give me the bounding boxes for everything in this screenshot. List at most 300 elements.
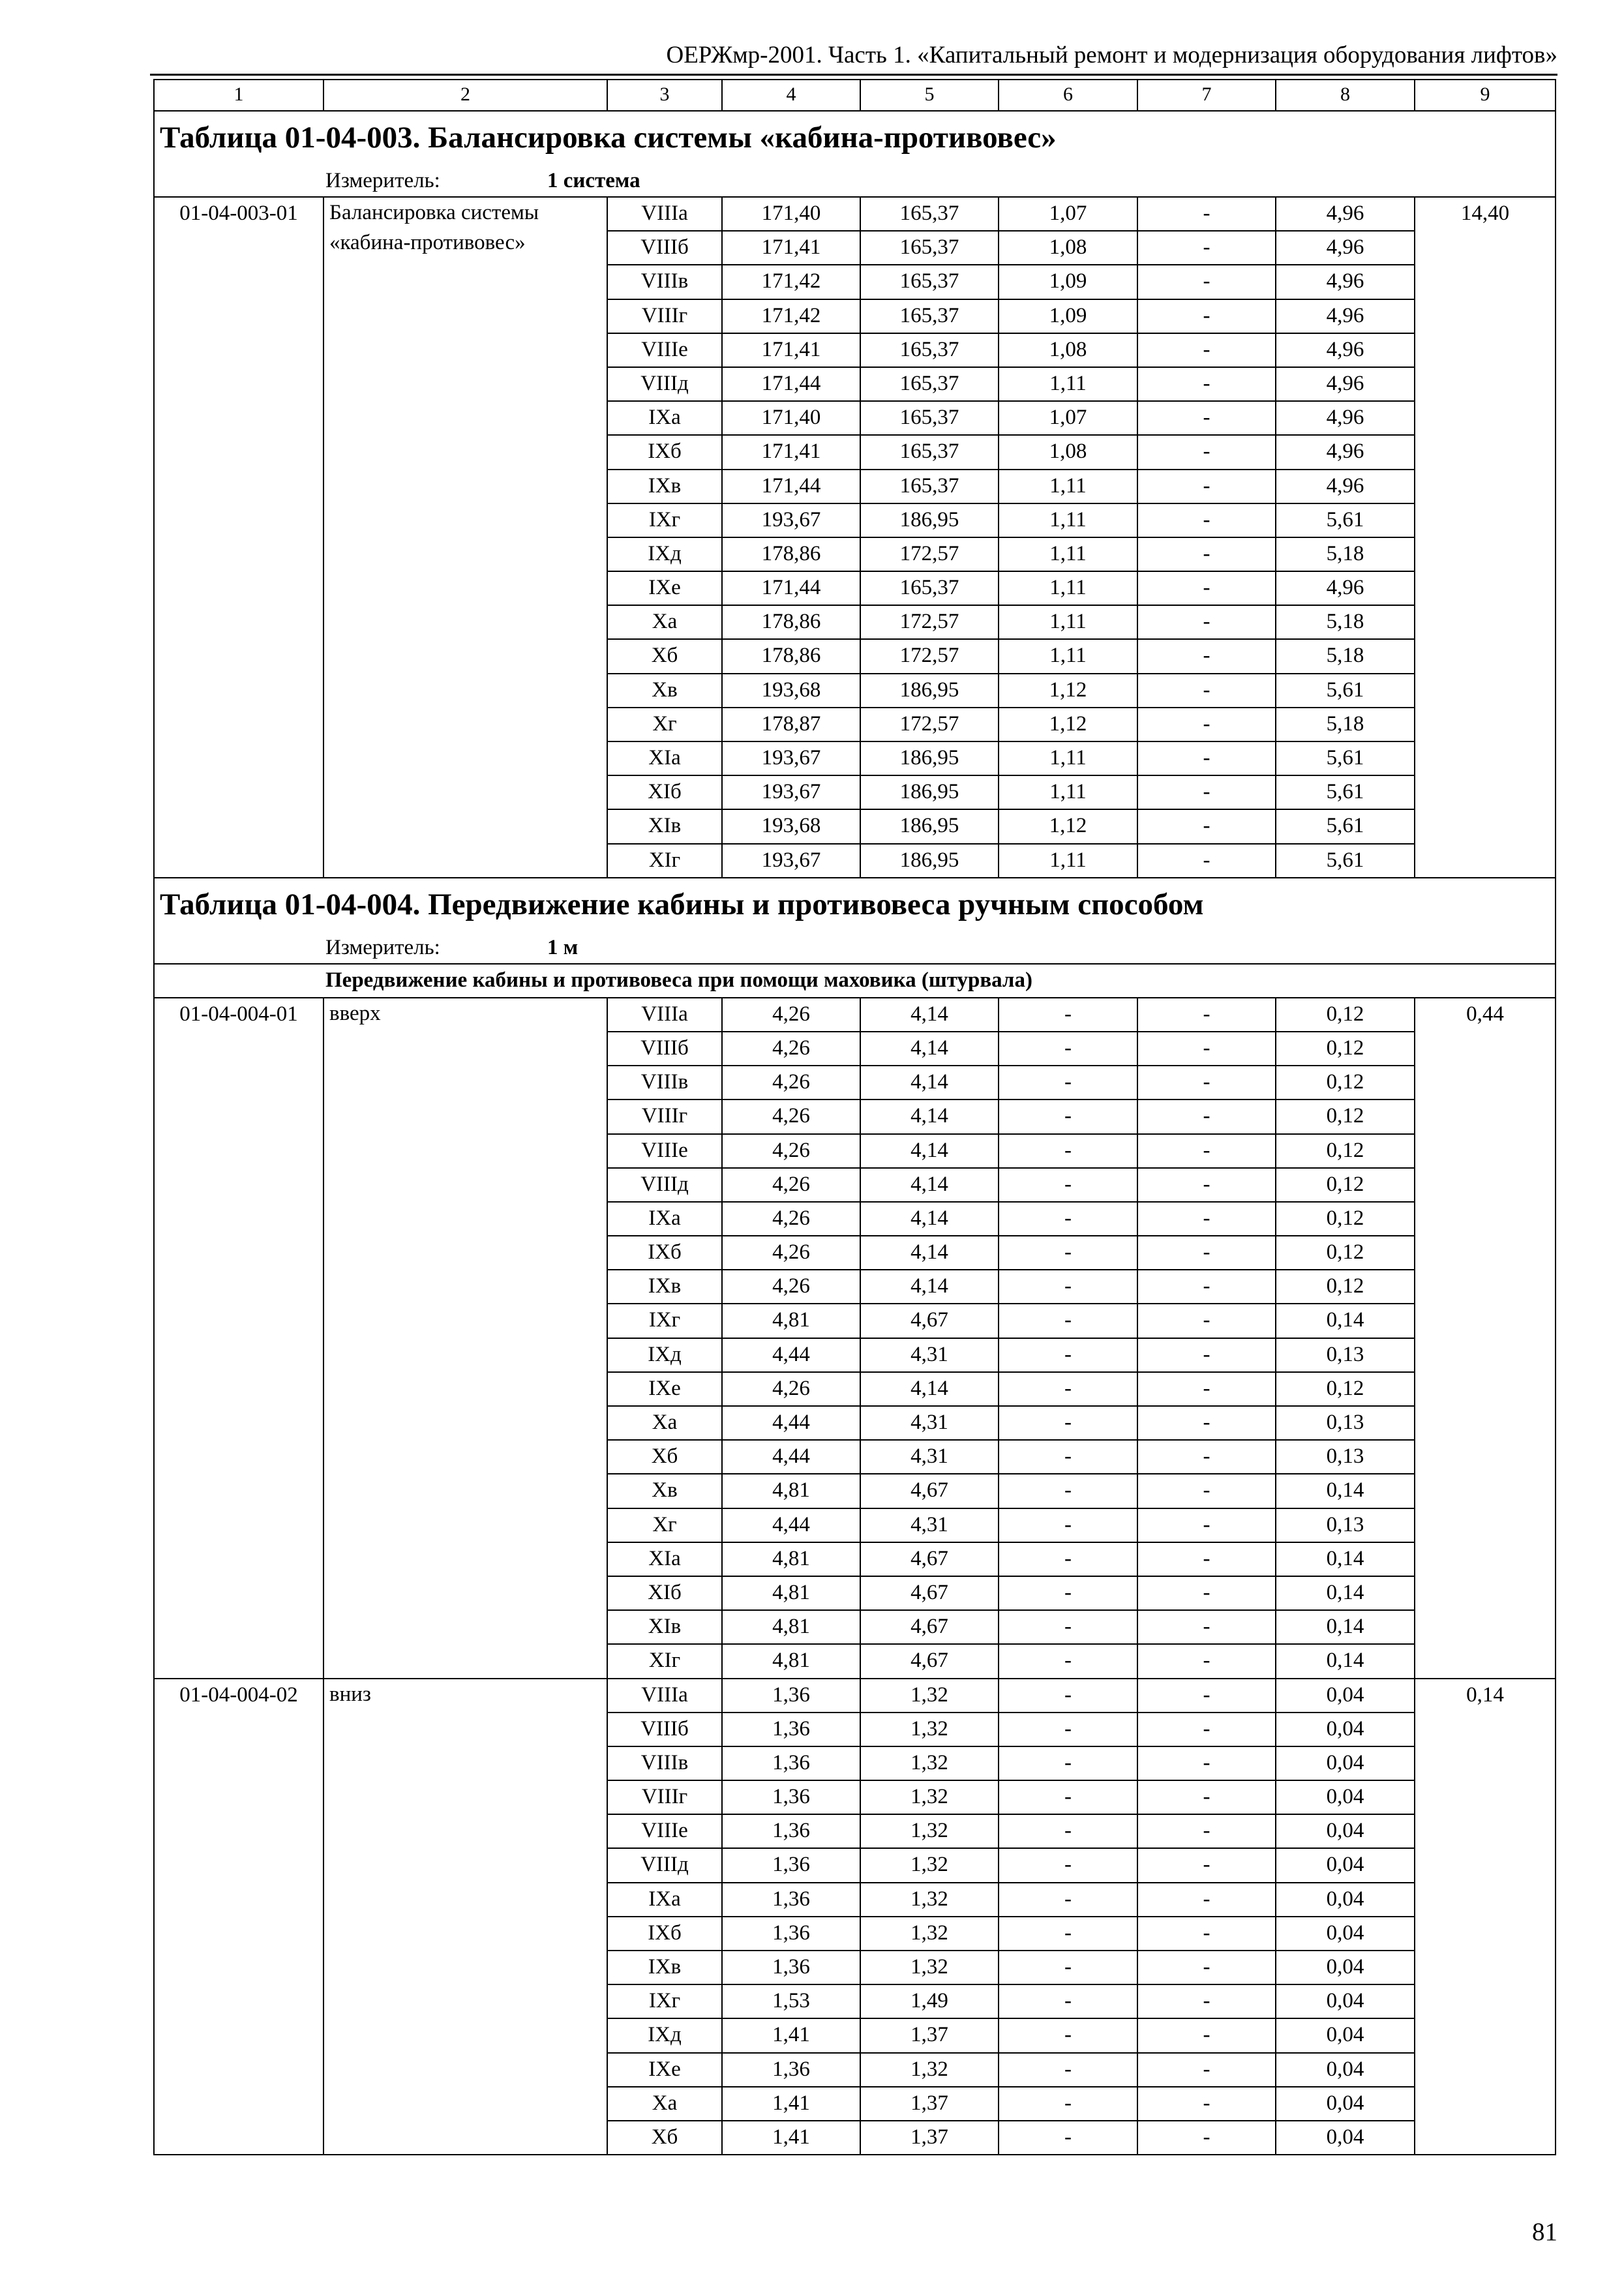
measure-row [154, 933, 1556, 964]
value-cell: - [999, 1746, 1137, 1780]
value-cell: - [1137, 741, 1276, 775]
lift-category-cell: VIIIе [607, 1814, 722, 1848]
value-cell: - [1137, 2018, 1276, 2052]
value-cell: - [1137, 2087, 1276, 2121]
value-cell: 193,67 [722, 844, 860, 878]
value-cell: 186,95 [860, 844, 999, 878]
value-cell: 165,37 [860, 571, 999, 605]
value-cell: 4,81 [722, 1610, 860, 1644]
value-cell: - [1137, 401, 1276, 435]
value-cell: 4,81 [722, 1304, 860, 1338]
value-cell: - [1137, 1406, 1276, 1440]
value-cell: 4,67 [860, 1610, 999, 1644]
lift-category-cell: IХд [607, 2018, 722, 2052]
value-cell: 0,04 [1276, 2121, 1415, 2155]
value-cell: 4,67 [860, 1474, 999, 1508]
name-cell: вниз [323, 1679, 607, 2155]
value-cell: - [1137, 1542, 1276, 1576]
value-cell: 1,12 [999, 708, 1137, 741]
table-title: Таблица 01-04-003. Балансировка системы «кабина-противовес» [154, 111, 1556, 166]
value-cell: 4,67 [860, 1644, 999, 1678]
measure-label: Измеритель: [325, 169, 440, 192]
lift-category-cell: IХа [607, 1883, 722, 1917]
lift-category-cell: VIIIв [607, 265, 722, 299]
value-cell: 4,14 [860, 1100, 999, 1133]
value-cell: 1,36 [722, 1883, 860, 1917]
lift-category-cell: VIIIг [607, 299, 722, 333]
lift-category-cell: IХе [607, 571, 722, 605]
lift-category-cell: Хб [607, 639, 722, 673]
value-cell: 4,26 [722, 1100, 860, 1133]
value-cell: 171,44 [722, 367, 860, 401]
lift-category-cell: ХIг [607, 844, 722, 878]
value-cell: 1,11 [999, 537, 1137, 571]
value-cell: - [999, 1542, 1137, 1576]
value-cell: - [1137, 1814, 1276, 1848]
value-cell: 4,31 [860, 1406, 999, 1440]
value-cell: 4,96 [1276, 197, 1415, 231]
value-cell: 172,57 [860, 537, 999, 571]
value-cell: 1,36 [722, 1814, 860, 1848]
value-cell: 186,95 [860, 674, 999, 708]
value-cell: - [1137, 1474, 1276, 1508]
value-cell: 1,36 [722, 1713, 860, 1746]
value-cell: 5,18 [1276, 605, 1415, 639]
value-cell: 186,95 [860, 775, 999, 809]
value-cell: 4,96 [1276, 299, 1415, 333]
lift-category-cell: Хб [607, 2121, 722, 2155]
value-cell: 4,26 [722, 1168, 860, 1202]
value-cell: 1,32 [860, 1679, 999, 1713]
value-cell: - [1137, 1713, 1276, 1746]
value-cell: - [1137, 674, 1276, 708]
value-cell: 1,36 [722, 1951, 860, 1984]
lift-category-cell: Ха [607, 2087, 722, 2121]
value-cell: 4,26 [722, 1066, 860, 1100]
value-cell: 172,57 [860, 605, 999, 639]
lift-category-cell: Хб [607, 1440, 722, 1474]
value-cell: - [999, 1406, 1137, 1440]
value-cell: 5,61 [1276, 503, 1415, 537]
lift-category-cell: IХа [607, 1202, 722, 1236]
value-cell: 171,41 [722, 435, 860, 469]
value-cell: - [999, 1304, 1137, 1338]
value-cell: 4,81 [722, 1542, 860, 1576]
value-cell: 1,41 [722, 2018, 860, 2052]
value-cell: 186,95 [860, 503, 999, 537]
column-number-row [154, 80, 1556, 111]
col9-cell: 0,44 [1415, 998, 1556, 1679]
value-cell: 193,67 [722, 503, 860, 537]
value-cell: - [999, 1032, 1137, 1066]
value-cell: - [1137, 1372, 1276, 1406]
column-number: 1 [154, 80, 323, 111]
value-cell: - [1137, 503, 1276, 537]
value-cell: 1,32 [860, 1951, 999, 1984]
value-cell: 4,14 [860, 1372, 999, 1406]
lift-category-cell: VIIIв [607, 1066, 722, 1100]
value-cell: 0,04 [1276, 2018, 1415, 2052]
value-cell: 1,12 [999, 809, 1137, 843]
value-cell: 5,18 [1276, 708, 1415, 741]
value-cell: - [1137, 1984, 1276, 2018]
value-cell: - [999, 2053, 1137, 2087]
value-cell: 186,95 [860, 809, 999, 843]
value-cell: 1,32 [860, 1780, 999, 1814]
lift-category-cell: VIIIб [607, 1032, 722, 1066]
column-number: 5 [860, 80, 999, 111]
value-cell: - [1137, 1848, 1276, 1882]
value-cell: 165,37 [860, 401, 999, 435]
value-cell: 4,14 [860, 1066, 999, 1100]
lift-category-cell: VIIIа [607, 197, 722, 231]
lift-category-cell: IХе [607, 2053, 722, 2087]
value-cell: 178,86 [722, 605, 860, 639]
value-cell: - [999, 1610, 1137, 1644]
value-cell: 193,67 [722, 741, 860, 775]
value-cell: 4,96 [1276, 231, 1415, 265]
value-cell: 1,49 [860, 1984, 999, 2018]
lift-category-cell: VIIIг [607, 1100, 722, 1133]
value-cell: - [999, 1814, 1137, 1848]
value-cell: - [1137, 639, 1276, 673]
value-cell: 0,14 [1276, 1576, 1415, 1610]
lift-category-cell: Хг [607, 708, 722, 741]
value-cell: 0,12 [1276, 1066, 1415, 1100]
value-cell: 171,40 [722, 401, 860, 435]
value-cell: 1,07 [999, 197, 1137, 231]
lift-category-cell: ХIб [607, 1576, 722, 1610]
value-cell: - [999, 1474, 1137, 1508]
value-cell: 171,44 [722, 470, 860, 503]
value-cell: 0,04 [1276, 1917, 1415, 1951]
value-cell: - [1137, 1202, 1276, 1236]
value-cell: 0,13 [1276, 1338, 1415, 1372]
value-cell: 171,41 [722, 231, 860, 265]
value-cell: - [999, 1338, 1137, 1372]
lift-category-cell: ХIа [607, 741, 722, 775]
value-cell: 0,04 [1276, 2053, 1415, 2087]
value-cell: - [1137, 299, 1276, 333]
value-cell: 4,26 [722, 1202, 860, 1236]
value-cell: - [999, 2087, 1137, 2121]
value-cell: 0,14 [1276, 1610, 1415, 1644]
value-cell: - [1137, 537, 1276, 571]
table-title-row [154, 111, 1556, 166]
value-cell: 1,53 [722, 1984, 860, 2018]
value-cell: 4,81 [722, 1644, 860, 1678]
value-cell: - [1137, 1644, 1276, 1678]
value-cell: 1,36 [722, 1780, 860, 1814]
lift-category-cell: VIIIб [607, 1713, 722, 1746]
measure-cell [154, 933, 1556, 964]
value-cell: 4,14 [860, 1134, 999, 1168]
value-cell: 1,36 [722, 1848, 860, 1882]
value-cell: - [999, 1679, 1137, 1713]
value-cell: 4,14 [860, 1168, 999, 1202]
value-cell: 165,37 [860, 231, 999, 265]
value-cell: 1,32 [860, 1746, 999, 1780]
value-cell: - [1137, 1951, 1276, 1984]
value-cell: 1,07 [999, 401, 1137, 435]
value-cell: 0,04 [1276, 1951, 1415, 1984]
value-cell: 0,04 [1276, 1713, 1415, 1746]
value-cell: - [999, 1713, 1137, 1746]
value-cell: 193,68 [722, 674, 860, 708]
value-cell: - [1137, 844, 1276, 878]
value-cell: 4,31 [860, 1338, 999, 1372]
lift-category-cell: VIIIд [607, 1168, 722, 1202]
value-cell: - [1137, 1304, 1276, 1338]
value-cell: 4,96 [1276, 470, 1415, 503]
value-cell: 165,37 [860, 265, 999, 299]
value-cell: - [1137, 231, 1276, 265]
value-cell: 4,14 [860, 1270, 999, 1304]
value-cell: - [999, 1848, 1137, 1882]
value-cell: 0,12 [1276, 1236, 1415, 1270]
value-cell: - [1137, 1134, 1276, 1168]
value-cell: 1,37 [860, 2121, 999, 2155]
value-cell: 1,08 [999, 333, 1137, 367]
lift-category-cell: ХIа [607, 1542, 722, 1576]
value-cell: 0,12 [1276, 1100, 1415, 1133]
value-cell: - [1137, 1746, 1276, 1780]
value-cell: 0,14 [1276, 1542, 1415, 1576]
value-cell: - [999, 1984, 1137, 2018]
running-header: ОЕРЖмр-2001. Часть 1. «Капитальный ремонт и модернизация оборудования лифтов» [666, 42, 1557, 68]
lift-category-cell: Хв [607, 1474, 722, 1508]
value-cell: - [999, 1883, 1137, 1917]
value-cell: 1,09 [999, 265, 1137, 299]
lift-category-cell: IХг [607, 1304, 722, 1338]
value-cell: 165,37 [860, 197, 999, 231]
value-cell: - [999, 2018, 1137, 2052]
value-cell: 1,37 [860, 2087, 999, 2121]
value-cell: - [999, 1508, 1137, 1542]
value-cell: 0,12 [1276, 998, 1415, 1032]
value-cell: 4,81 [722, 1576, 860, 1610]
value-cell: - [1137, 2121, 1276, 2155]
value-cell: 0,04 [1276, 1848, 1415, 1882]
name-cell: Балансировка системы «кабина-противовес» [323, 197, 607, 878]
value-cell: 1,11 [999, 741, 1137, 775]
lift-category-cell: IХб [607, 435, 722, 469]
value-cell: 4,31 [860, 1508, 999, 1542]
value-cell: 1,08 [999, 435, 1137, 469]
value-cell: 178,87 [722, 708, 860, 741]
value-cell: 172,57 [860, 708, 999, 741]
value-cell: 1,32 [860, 1883, 999, 1917]
norms-table [153, 79, 1556, 2155]
value-cell: 1,11 [999, 639, 1137, 673]
value-cell: 171,40 [722, 197, 860, 231]
value-cell: 4,67 [860, 1542, 999, 1576]
value-cell: - [999, 1066, 1137, 1100]
lift-category-cell: Ха [607, 605, 722, 639]
value-cell: - [1137, 1917, 1276, 1951]
lift-category-cell: VIIIд [607, 367, 722, 401]
lift-category-cell: VIIIв [607, 1746, 722, 1780]
col9-cell: 14,40 [1415, 197, 1556, 878]
measure-value: 1 система [547, 169, 640, 192]
value-cell: 4,81 [722, 1474, 860, 1508]
code-cell: 01-04-003-01 [154, 197, 323, 878]
value-cell: 0,13 [1276, 1508, 1415, 1542]
column-number: 9 [1415, 80, 1556, 111]
value-cell: 5,61 [1276, 844, 1415, 878]
value-cell: 5,18 [1276, 537, 1415, 571]
value-cell: 4,96 [1276, 401, 1415, 435]
value-cell: 5,61 [1276, 809, 1415, 843]
value-cell: 0,12 [1276, 1134, 1415, 1168]
value-cell: 0,13 [1276, 1406, 1415, 1440]
value-cell: 0,13 [1276, 1440, 1415, 1474]
value-cell: 1,32 [860, 1848, 999, 1882]
value-cell: - [999, 1236, 1137, 1270]
value-cell: - [1137, 367, 1276, 401]
value-cell: 0,12 [1276, 1168, 1415, 1202]
value-cell: 0,04 [1276, 1883, 1415, 1917]
lift-category-cell: IХг [607, 1984, 722, 2018]
value-cell: 4,96 [1276, 265, 1415, 299]
value-cell: - [1137, 605, 1276, 639]
value-cell: - [999, 1440, 1137, 1474]
value-cell: 4,67 [860, 1576, 999, 1610]
value-cell: 193,67 [722, 775, 860, 809]
value-cell: 0,12 [1276, 1372, 1415, 1406]
lift-category-cell: VIIIе [607, 333, 722, 367]
value-cell: - [1137, 470, 1276, 503]
value-cell: 4,96 [1276, 333, 1415, 367]
value-cell: - [1137, 1066, 1276, 1100]
value-cell: 0,04 [1276, 1814, 1415, 1848]
value-cell: 1,32 [860, 2053, 999, 2087]
lift-category-cell: ХIв [607, 1610, 722, 1644]
value-cell: 1,32 [860, 1917, 999, 1951]
table-body [154, 80, 1556, 2155]
lift-category-cell: ХIб [607, 775, 722, 809]
lift-category-cell: Хв [607, 674, 722, 708]
value-cell: - [1137, 2053, 1276, 2087]
table-row [154, 1679, 1556, 1713]
value-cell: - [1137, 1338, 1276, 1372]
lift-category-cell: Ха [607, 1406, 722, 1440]
value-cell: - [999, 1951, 1137, 1984]
lift-category-cell: VIIIг [607, 1780, 722, 1814]
value-cell: - [1137, 1236, 1276, 1270]
header-rule [150, 74, 1557, 76]
value-cell: 4,26 [722, 1270, 860, 1304]
lift-category-cell: Хг [607, 1508, 722, 1542]
value-cell: 4,44 [722, 1406, 860, 1440]
value-cell: - [1137, 775, 1276, 809]
value-cell: 4,26 [722, 1236, 860, 1270]
value-cell: 4,44 [722, 1440, 860, 1474]
value-cell: - [999, 1270, 1137, 1304]
value-cell: 0,14 [1276, 1474, 1415, 1508]
value-cell: - [1137, 998, 1276, 1032]
value-cell: 4,14 [860, 1032, 999, 1066]
value-cell: 0,12 [1276, 1270, 1415, 1304]
column-number: 6 [999, 80, 1137, 111]
value-cell: 171,41 [722, 333, 860, 367]
value-cell: 4,14 [860, 1236, 999, 1270]
page-number: 81 [1532, 2218, 1557, 2246]
value-cell: 0,04 [1276, 2087, 1415, 2121]
value-cell: 165,37 [860, 470, 999, 503]
value-cell: 1,11 [999, 775, 1137, 809]
value-cell: - [999, 1372, 1137, 1406]
value-cell: 0,14 [1276, 1304, 1415, 1338]
value-cell: - [999, 998, 1137, 1032]
value-cell: 1,09 [999, 299, 1137, 333]
lift-category-cell: IХе [607, 1372, 722, 1406]
lift-category-cell: VIIIа [607, 998, 722, 1032]
value-cell: 171,42 [722, 265, 860, 299]
code-cell: 01-04-004-02 [154, 1679, 323, 2155]
subtitle-row [154, 964, 1556, 998]
lift-category-cell: IХд [607, 1338, 722, 1372]
value-cell: 165,37 [860, 367, 999, 401]
value-cell: 5,61 [1276, 775, 1415, 809]
value-cell: 1,08 [999, 231, 1137, 265]
value-cell: 186,95 [860, 741, 999, 775]
value-cell: 0,04 [1276, 1780, 1415, 1814]
value-cell: 5,61 [1276, 741, 1415, 775]
value-cell: - [1137, 809, 1276, 843]
column-number: 7 [1137, 80, 1276, 111]
value-cell: - [999, 1644, 1137, 1678]
value-cell: 1,12 [999, 674, 1137, 708]
column-number: 4 [722, 80, 860, 111]
value-cell: 4,96 [1276, 367, 1415, 401]
value-cell: 4,26 [722, 1372, 860, 1406]
value-cell: - [999, 2121, 1137, 2155]
value-cell: 4,26 [722, 1032, 860, 1066]
value-cell: 172,57 [860, 639, 999, 673]
value-cell: 4,26 [722, 1134, 860, 1168]
value-cell: - [999, 1917, 1137, 1951]
value-cell: 4,67 [860, 1304, 999, 1338]
value-cell: 1,37 [860, 2018, 999, 2052]
value-cell: 4,96 [1276, 571, 1415, 605]
lift-category-cell: IХд [607, 537, 722, 571]
value-cell: 4,26 [722, 998, 860, 1032]
value-cell: - [999, 1168, 1137, 1202]
value-cell: 4,44 [722, 1338, 860, 1372]
value-cell: - [999, 1202, 1137, 1236]
value-cell: 193,68 [722, 809, 860, 843]
code-cell: 01-04-004-01 [154, 998, 323, 1679]
value-cell: - [1137, 1610, 1276, 1644]
value-cell: 1,36 [722, 2053, 860, 2087]
value-cell: 1,36 [722, 1917, 860, 1951]
value-cell: - [1137, 1440, 1276, 1474]
value-cell: - [999, 1134, 1137, 1168]
value-cell: 1,11 [999, 844, 1137, 878]
table-title: Таблица 01-04-004. Передвижение кабины и противовеса ручным способом [154, 878, 1556, 933]
value-cell: - [1137, 1780, 1276, 1814]
measure-cell [154, 166, 1556, 197]
value-cell: - [1137, 1168, 1276, 1202]
value-cell: 165,37 [860, 435, 999, 469]
value-cell: 1,32 [860, 1713, 999, 1746]
value-cell: - [999, 1100, 1137, 1133]
value-cell: 5,18 [1276, 639, 1415, 673]
value-cell: 1,11 [999, 571, 1137, 605]
value-cell: - [999, 1576, 1137, 1610]
value-cell: 1,36 [722, 1746, 860, 1780]
